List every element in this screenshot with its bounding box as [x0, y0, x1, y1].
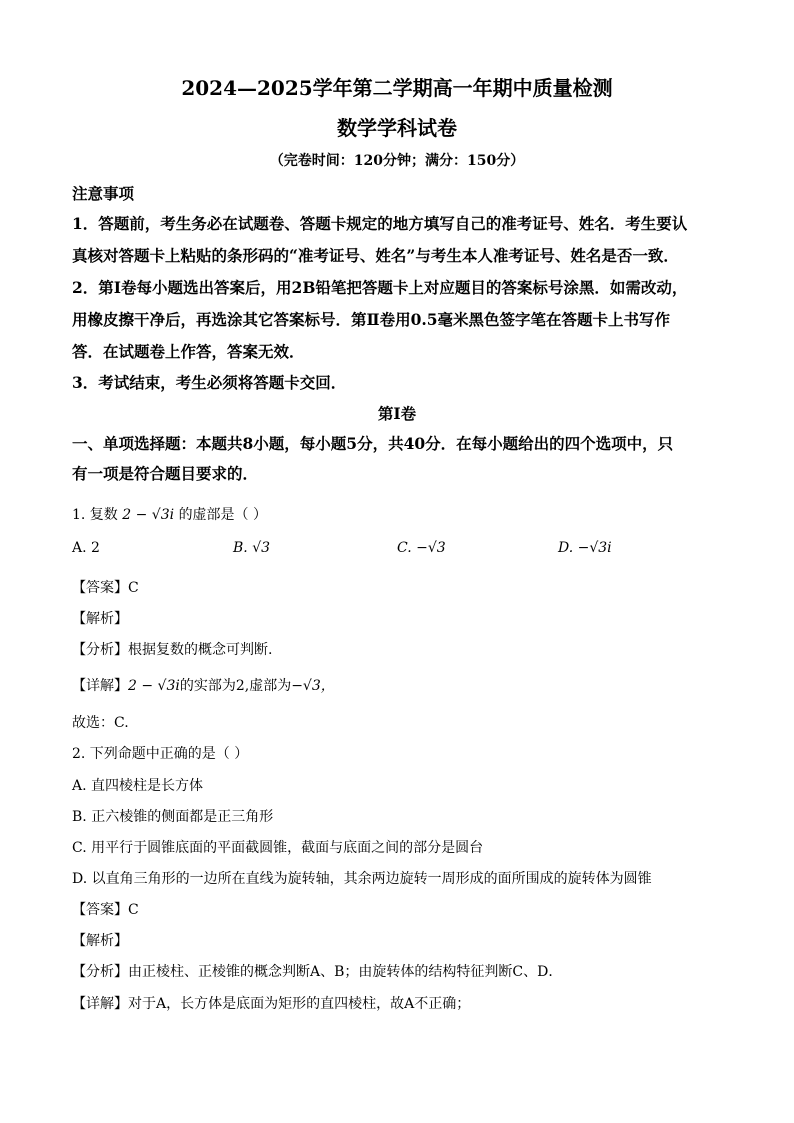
notes-line-2: 真核对答题卡上粘贴的条形码的“准考证号、姓名”与考生本人准考证号、姓名是否一致．: [72, 246, 679, 265]
q2-option-a: A. 直四棱柱是长方体: [72, 778, 204, 794]
q2-fenxi: 【分析】由正棱柱、正棱锥的概念判断A、B；由旋转体的结构特征判断C、D．: [72, 964, 563, 980]
q2-option-d: D. 以直角三角形的一边所在直线为旋转轴，其余两边旋转一周形成的面所围成的旋转体为圆锥: [72, 871, 652, 887]
notes-line-6: 3．考试结束，考生必须将答题卡交回．: [72, 373, 347, 392]
q2-analysis-label: 【解析】: [72, 933, 128, 949]
q1-detail-label: 【详解】: [72, 678, 128, 694]
q1-suffix: 的虚部是（ ）: [178, 507, 268, 523]
q1-expression: 2 − √3i: [122, 507, 175, 523]
volume-heading: 第Ⅰ卷: [377, 404, 417, 423]
q1-detail-mid: 的实部为2,虚部为: [179, 678, 292, 694]
q1-stem: [72, 504, 722, 524]
q1-option-c: C. −√3: [397, 540, 446, 556]
exam-time-info: （完卷时间：120分钟；满分：150分）: [269, 153, 525, 169]
part-heading-line-2: 有一项是符合题目要求的．: [72, 464, 259, 483]
q1-detail-end: −√3，: [291, 678, 335, 694]
notes-line-1: 1．答题前，考生务必在试题卷、答题卡规定的地方填写自己的准考证号、姓名．考生要认: [72, 214, 688, 233]
q1-detail: [72, 675, 722, 695]
q1-detail-expression: 2 − √3i: [128, 678, 180, 694]
q2-option-c: C. 用平行于圆锥底面的平面截圆锥，截面与底面之间的部分是圆台: [72, 840, 484, 856]
q1-answer: 【答案】C: [72, 580, 139, 596]
q1-options: [72, 540, 722, 560]
notes-line-3: 2．第Ⅰ卷每小题选出答案后，用2B铅笔把答题卡上对应题目的答案标号涂黑．如需改动，: [72, 278, 688, 297]
exam-subtitle: 数学学科试卷: [337, 116, 457, 140]
exam-title: 2024—2025学年第二学期高一年期中质量检测: [181, 76, 613, 100]
part-heading-line-1: 一、单项选择题：本题共8小题，每小题5分，共40分．在每小题给出的四个选项中，只: [72, 434, 674, 453]
q2-answer: 【答案】C: [72, 902, 139, 918]
q1-option-b: B. √3: [233, 540, 271, 556]
q2-detail: 【详解】对于A，长方体是底面为矩形的直四棱柱，故A不正确；: [72, 996, 471, 1012]
q1-fenxi: 【分析】根据复数的概念可判断.: [72, 642, 273, 658]
q1-option-a: A. 2: [72, 540, 100, 556]
notes-heading: 注意事项: [72, 184, 135, 203]
q1-conclusion: 故选：C.: [72, 715, 129, 731]
q2-stem: 2. 下列命题中正确的是（ ）: [72, 746, 249, 762]
q1-analysis-label: 【解析】: [72, 611, 128, 627]
q1-option-d: D. −√3i: [558, 540, 612, 556]
notes-line-4: 用橡皮擦干净后，再选涂其它答案标号．第Ⅱ卷用0.5毫米黑色签字笔在答题卡上书写作: [72, 310, 671, 329]
q1-prefix: 1. 复数: [72, 507, 118, 523]
q2-option-b: B. 正六棱锥的侧面都是正三角形: [72, 809, 274, 825]
notes-line-5: 答．在试题卷上作答，答案无效．: [72, 342, 305, 361]
